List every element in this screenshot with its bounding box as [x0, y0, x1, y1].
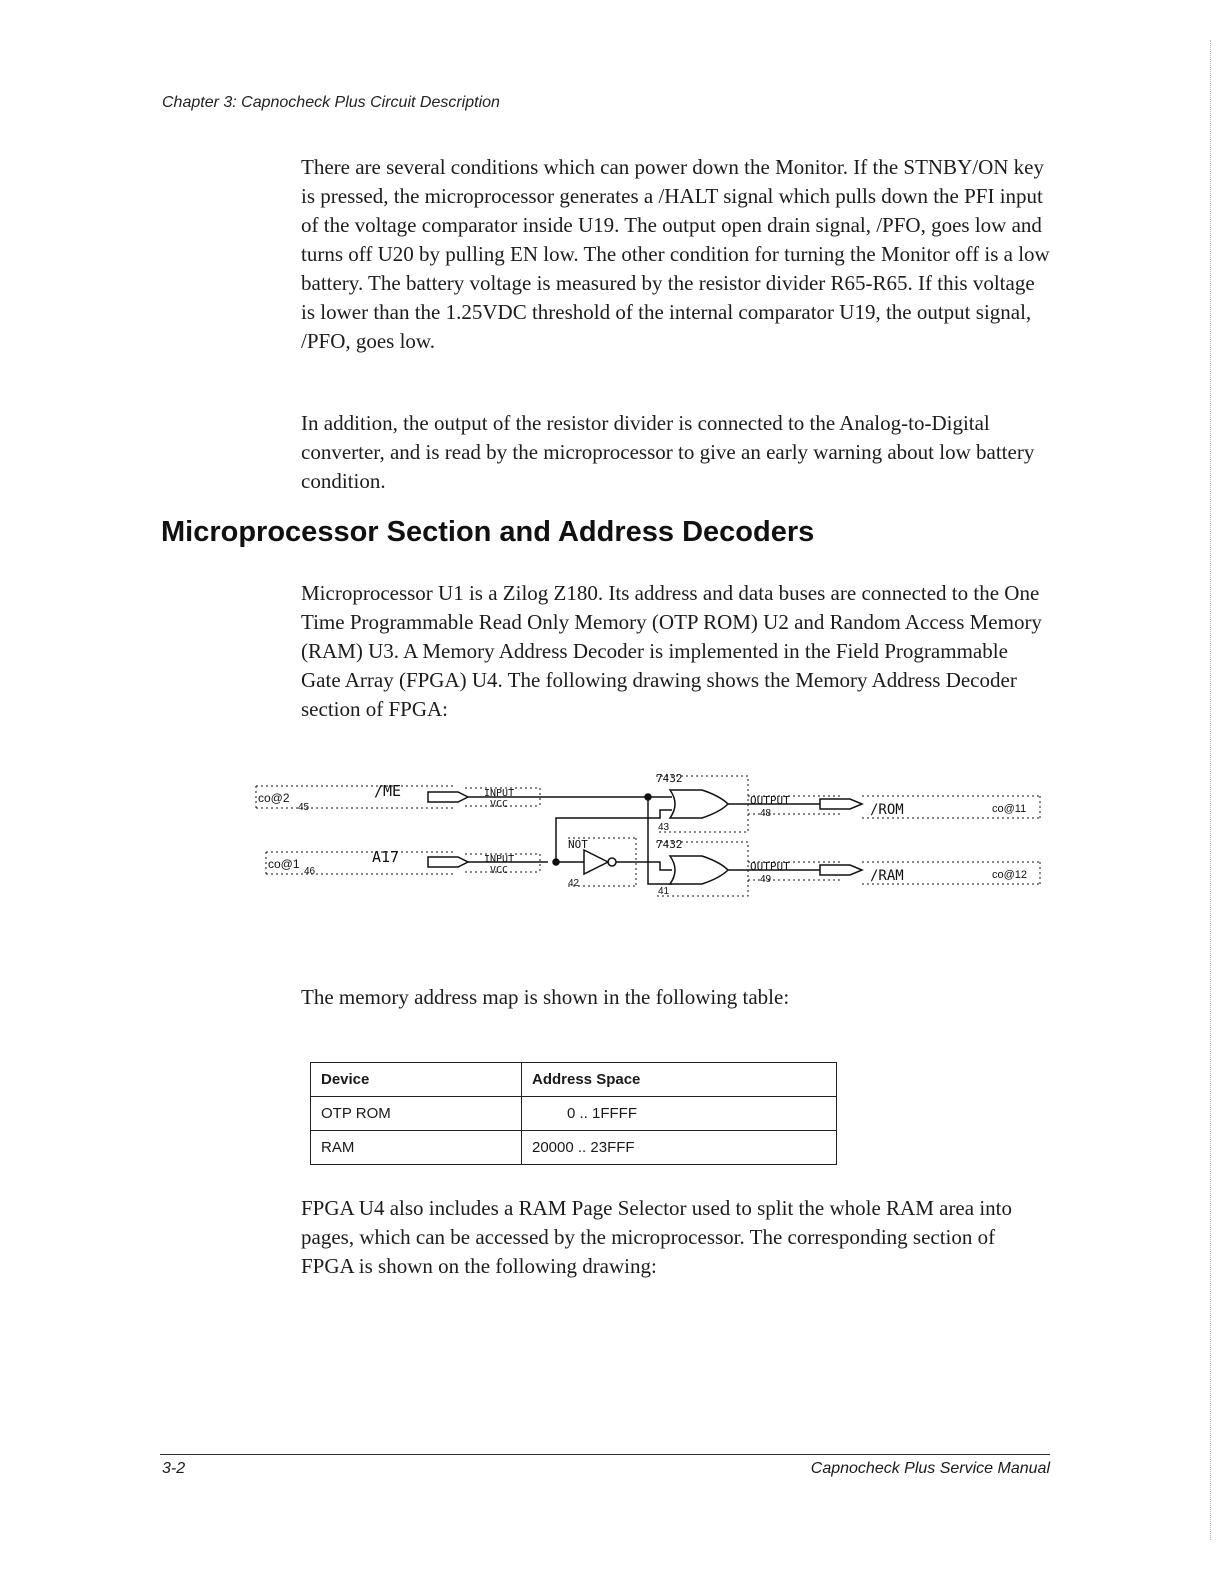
page-number: 3-2 — [162, 1460, 186, 1477]
output-label-1: OUTPUT — [750, 794, 790, 807]
not-gate-label: NOT — [568, 838, 588, 851]
signal-rom-label: /ROM — [870, 802, 904, 818]
pin-a17-number: 46 — [304, 866, 316, 877]
table-row — [311, 1131, 837, 1165]
table-cell-device: RAM — [311, 1131, 522, 1165]
signal-ram-label: /RAM — [870, 868, 904, 884]
table-row — [311, 1097, 837, 1131]
memory-address-table — [310, 1062, 837, 1165]
pin-rom-label: co@11 — [992, 803, 1027, 815]
pin-me-number: 45 — [298, 802, 310, 813]
or-gate-1-label: 7432 — [656, 772, 683, 785]
signal-a17-label: A17 — [372, 848, 400, 866]
paragraph-adc-warning: In addition, the output of the resistor divider is connected to the Analog-to-Digital converter, and is read by the microprocessor to give an early warning about low battery condition. — [301, 411, 1035, 493]
pin-ram-label: co@12 — [992, 869, 1028, 881]
or-gate-2-label: 7432 — [656, 838, 683, 851]
table-cell-address: 0 .. 1FFFF — [522, 1097, 837, 1131]
table-cell-device: OTP ROM — [311, 1097, 522, 1131]
paragraph-ram-page-selector: FPGA U4 also includes a RAM Page Selector used to split the whole RAM area into pages, which can be accessed by the microprocessor. The corresponding section of FPGA is shown on the following drawing: — [301, 1196, 1012, 1278]
pin-me-label: co@2 — [258, 791, 290, 805]
scan-edge — [1210, 40, 1211, 1540]
input-label-1: INPUT — [484, 788, 515, 799]
table-header-device: Device — [311, 1063, 522, 1097]
or-gate-2-number: 41 — [658, 886, 670, 897]
not-gate-number: 42 — [568, 878, 580, 889]
vcc-label-2: VCC — [490, 865, 509, 876]
pin-a17-label: co@1 — [268, 857, 300, 871]
table-cell-address: 20000 .. 23FFF — [522, 1131, 837, 1165]
paragraph-power-down: There are several conditions which can power down the Monitor. If the STNBY/ON key is pressed, the microprocessor generates a /HALT signal which pulls down the PFI input of the voltage comparator inside U19. The output open drain signal, /PFO, goes low and turns off U20 by pulling EN low. The other condition for turning the Monitor off is a low battery. The battery voltage is measured by the resistor divider R65-R65. If this voltage is lower than the 1.25VDC threshold of the internal comparator U19, the output signal, /PFO, goes low. — [301, 155, 1050, 353]
or-gate-1-number: 43 — [658, 822, 670, 833]
chapter-header: Chapter 3: Capnocheck Plus Circuit Description — [162, 94, 500, 111]
output-2-number: 49 — [760, 874, 772, 885]
memory-address-decoder-schematic — [250, 766, 1050, 906]
section-heading: Microprocessor Section and Address Decoders — [161, 516, 815, 548]
manual-title: Capnocheck Plus Service Manual — [810, 1460, 1050, 1477]
output-1-number: 48 — [760, 808, 772, 819]
table-header-address: Address Space — [522, 1063, 837, 1097]
table-header-row — [311, 1063, 837, 1097]
input-label-2: INPUT — [484, 854, 515, 865]
signal-me-label: /ME — [374, 782, 402, 800]
paragraph-address-map-intro: The memory address map is shown in the following table: — [301, 985, 790, 1009]
footer-rule — [160, 1454, 1050, 1455]
vcc-label-1: VCC — [490, 799, 509, 810]
paragraph-microprocessor: Microprocessor U1 is a Zilog Z180. Its address and data buses are connected to the One Time Programmable Read Only Memory (OTP ROM) U2 and Random Access Memory (RAM) U3. A Memory Address Decoder is implemented in the Field Programmable Gate Array (FPGA) U4. The following drawing shows the Memory Address Decoder section of FPGA: — [301, 581, 1042, 721]
output-label-2: OUTPUT — [750, 860, 790, 873]
